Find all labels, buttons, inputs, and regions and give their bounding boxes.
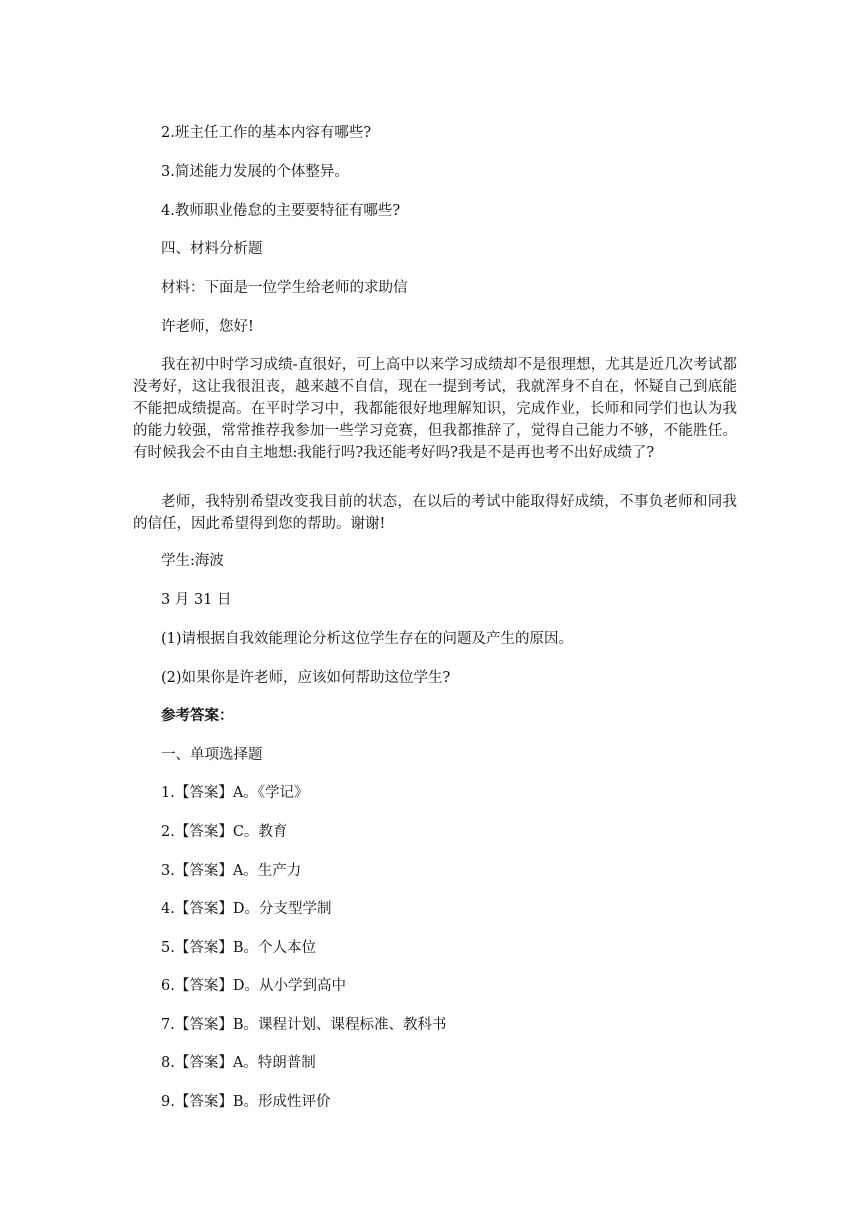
answer-item: 7.【答案】B。课程计划、课程标准、教科书: [161, 1017, 447, 1033]
question-4: 4.教师职业倦怠的主要要特征有哪些?: [161, 203, 401, 219]
answer-item: 4.【答案】D。分支型学制: [161, 901, 332, 917]
section-heading-material-analysis: 四、材料分析题: [161, 241, 263, 257]
letter-paragraph-1: 我在初中时学习成绩-直很好，可上高中以来学习成绩却不是很理想，尤其是近几次考试都没考好，这让我很沮丧，越来越不自信，现在一提到考试，我就浑身不自在，怀疑自己到底能不能把成绩提高。在平时学习中，我都能很好地理解知识，完成作业，长师和同学们也认为我的能力较强，常常推荐我参加一些学习竞赛，但我都推辞了，觉得自己能力不够，不能胜任。有时候我会不由自主地想:我能行吗?我还能考好吗?我是不是再也考不出好成绩了?: [133, 357, 737, 461]
answer-item: 6.【答案】D。从小学到高中: [161, 978, 346, 994]
material-intro: 材料：下面是一位学生给老师的求助信: [161, 280, 408, 296]
question-2: 2.班主任工作的基本内容有哪些?: [161, 125, 372, 141]
question-3: 3.简述能力发展的个体整异。: [161, 164, 349, 180]
answer-item: 2.【答案】C。教育: [161, 824, 288, 840]
sub-question-1: (1)请根据自我效能理论分析这位学生存在的问题及产生的原因。: [161, 631, 574, 647]
answer-item: 8.【答案】A。特朗普制: [161, 1055, 316, 1071]
answer-item: 3.【答案】A。生产力: [161, 863, 302, 879]
letter-greeting: 许老师，您好!: [161, 319, 254, 335]
answers-section-heading: 一、单项选择题: [161, 747, 263, 763]
answer-item: 9.【答案】B。形成性评价: [161, 1094, 331, 1110]
letter-signature: 学生:海波: [161, 553, 224, 569]
sub-question-2: (2)如果你是许老师，应该如何帮助这位学生?: [161, 670, 451, 686]
letter-date: 3 月 31 日: [161, 592, 232, 608]
answer-item: 5.【答案】B。个人本位: [161, 940, 316, 956]
letter-paragraph-2: 老师，我特别希望改变我目前的状态，在以后的考试中能取得好成绩，不事负老师和同我的信任，因此希望得到您的帮助。谢谢!: [133, 494, 737, 532]
answer-item: 1.【答案】A。《学记》: [161, 785, 309, 801]
answers-heading: 参考答案：: [161, 707, 234, 724]
